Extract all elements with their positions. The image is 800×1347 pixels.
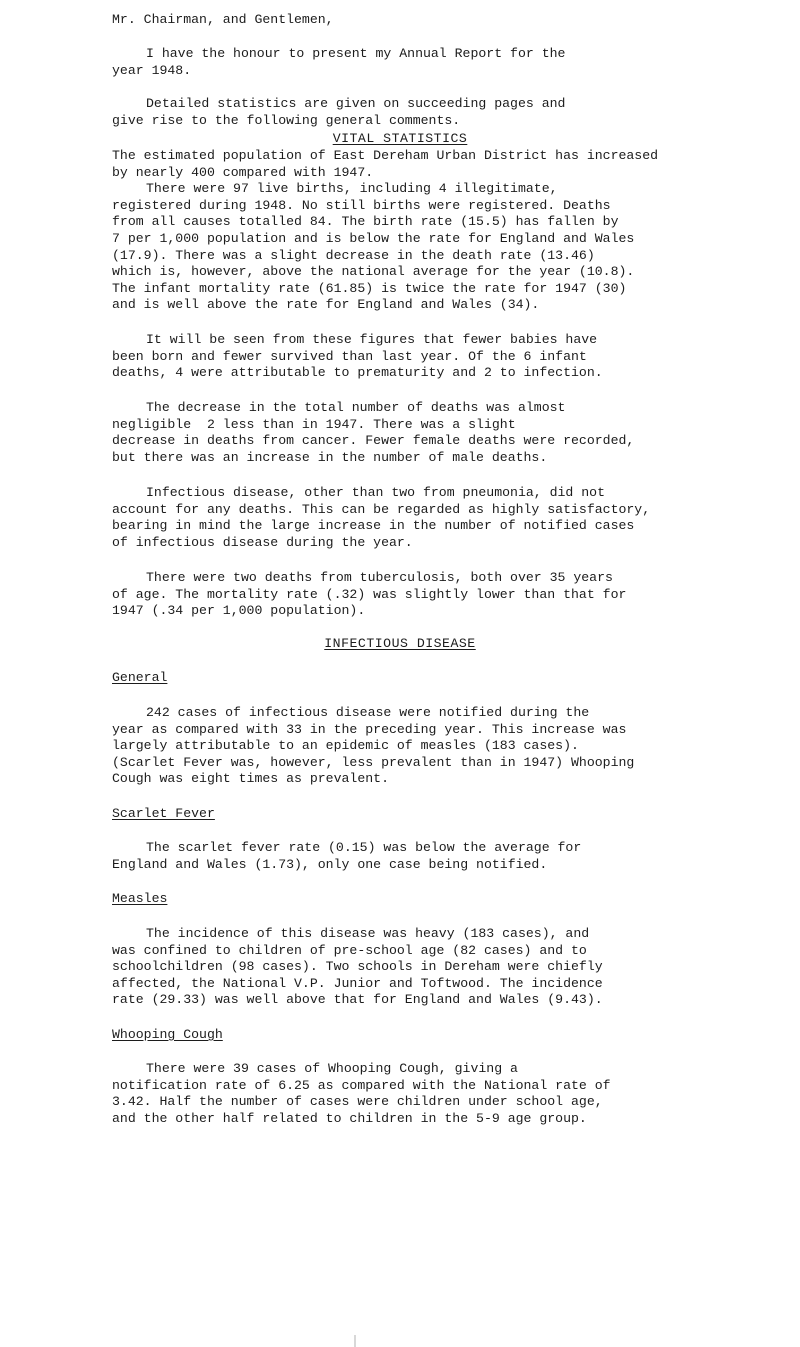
text-line: but there was an increase in the number of male deaths.	[112, 449, 548, 465]
intro-paragraph	[0, 46, 792, 79]
text-line: from all causes totalled 84. The birth rate (15.5) has fallen by	[112, 214, 619, 230]
text-line: There were two deaths from tuberculosis, both over 35 years	[146, 570, 613, 585]
text-line: I have the honour to present my Annual Report for the	[146, 46, 566, 61]
general-paragraph	[0, 705, 792, 788]
text-line: decrease in deaths from cancer. Fewer female deaths were recorded,	[112, 433, 635, 449]
tuberculosis-paragraph	[0, 570, 792, 620]
text-line: 242 cases of infectious disease were notified during the	[146, 705, 590, 720]
text-line: largely attributable to an epidemic of measles (183 cases).	[112, 738, 579, 754]
deaths-paragraph	[0, 400, 792, 466]
text-line: 3.42. Half the number of cases were children under school age,	[112, 1094, 603, 1110]
infectious-disease-heading: INFECTIOUS DISEASE	[324, 636, 476, 651]
text-line: bearing in mind the large increase in the number of notified cases	[112, 518, 635, 534]
text-line: It will be seen from these figures that fewer babies have	[146, 332, 598, 347]
text-line: account for any deaths. This can be regarded as highly satisfactory,	[112, 501, 651, 517]
text-line: been born and fewer survived than last year. Of the 6 infant	[112, 348, 587, 364]
text-line: schoolchildren (98 cases). Two schools in Dereham were chiefly	[112, 959, 603, 975]
scarlet-fever-paragraph	[0, 840, 792, 873]
text-line: The scarlet fever rate (0.15) was below the average for	[146, 840, 582, 855]
text-line: year as compared with 33 in the preceding year. This increase was	[112, 721, 627, 737]
text-line: of age. The mortality rate (.32) was slightly lower than that for	[112, 586, 627, 602]
general-heading: General	[112, 670, 168, 685]
detail-paragraph	[0, 96, 792, 129]
text-line: The decrease in the total number of deaths was almost	[146, 400, 566, 415]
vital-statistics-paragraph	[0, 148, 792, 314]
text-line: notification rate of 6.25 as compared with the National rate of	[112, 1077, 611, 1093]
text-line: (17.9). There was a slight decrease in the death rate (13.46)	[112, 247, 595, 263]
measles-heading: Measles	[112, 891, 168, 906]
text-line: by nearly 400 compared with 1947.	[112, 164, 374, 180]
text-line: give rise to the following general comments.	[112, 112, 461, 128]
text-line: There were 39 cases of Whooping Cough, giving a	[146, 1061, 518, 1076]
text-line: The infant mortality rate (61.85) is twice the rate for 1947 (30)	[112, 280, 627, 296]
text-line: and the other half related to children in the 5-9 age group.	[112, 1110, 587, 1126]
text-line: negligible 2 less than in 1947. There was a slight	[112, 416, 516, 432]
scan-mark	[354, 1335, 356, 1347]
text-line: rate (29.33) was well above that for England and Wales (9.43).	[112, 992, 603, 1008]
births-paragraph	[0, 332, 792, 382]
text-line: Detailed statistics are given on succeeding pages and	[146, 96, 566, 111]
salutation: Mr. Chairman, and Gentlemen,	[112, 12, 334, 27]
text-line: year 1948.	[112, 62, 192, 78]
text-line: (Scarlet Fever was, however, less prevalent than in 1947) Whooping	[112, 754, 635, 770]
measles-paragraph	[0, 926, 792, 1009]
text-line: registered during 1948. No still births were registered. Deaths	[112, 197, 611, 213]
infectious-deaths-paragraph	[0, 485, 792, 551]
text-line: Cough was eight times as prevalent.	[112, 771, 389, 787]
whooping-cough-paragraph	[0, 1061, 792, 1127]
vital-statistics-heading: VITAL STATISTICS	[332, 131, 468, 146]
scarlet-fever-heading: Scarlet Fever	[112, 806, 215, 821]
text-line: 7 per 1,000 population and is below the rate for England and Wales	[112, 230, 635, 246]
text-line: deaths, 4 were attributable to prematurity and 2 to infection.	[112, 365, 603, 381]
text-line: affected, the National V.P. Junior and Toftwood. The incidence	[112, 975, 603, 991]
text-line: and is well above the rate for England and Wales (34).	[112, 297, 540, 313]
text-line: was confined to children of pre-school age (82 cases) and to	[112, 942, 587, 958]
text-line: Infectious disease, other than two from pneumonia, did not	[146, 485, 605, 500]
text-line: which is, however, above the national average for the year (10.8).	[112, 264, 635, 280]
whooping-cough-heading: Whooping Cough	[112, 1027, 223, 1042]
text-line: The incidence of this disease was heavy (183 cases), and	[146, 926, 590, 941]
text-line: The estimated population of East Dereham Urban District has increased	[112, 148, 659, 163]
text-line: 1947 (.34 per 1,000 population).	[112, 603, 366, 619]
text-line: England and Wales (1.73), only one case being notified.	[112, 856, 548, 872]
text-line: There were 97 live births, including 4 illegitimate,	[146, 181, 558, 197]
text-line: of infectious disease during the year.	[112, 534, 413, 550]
